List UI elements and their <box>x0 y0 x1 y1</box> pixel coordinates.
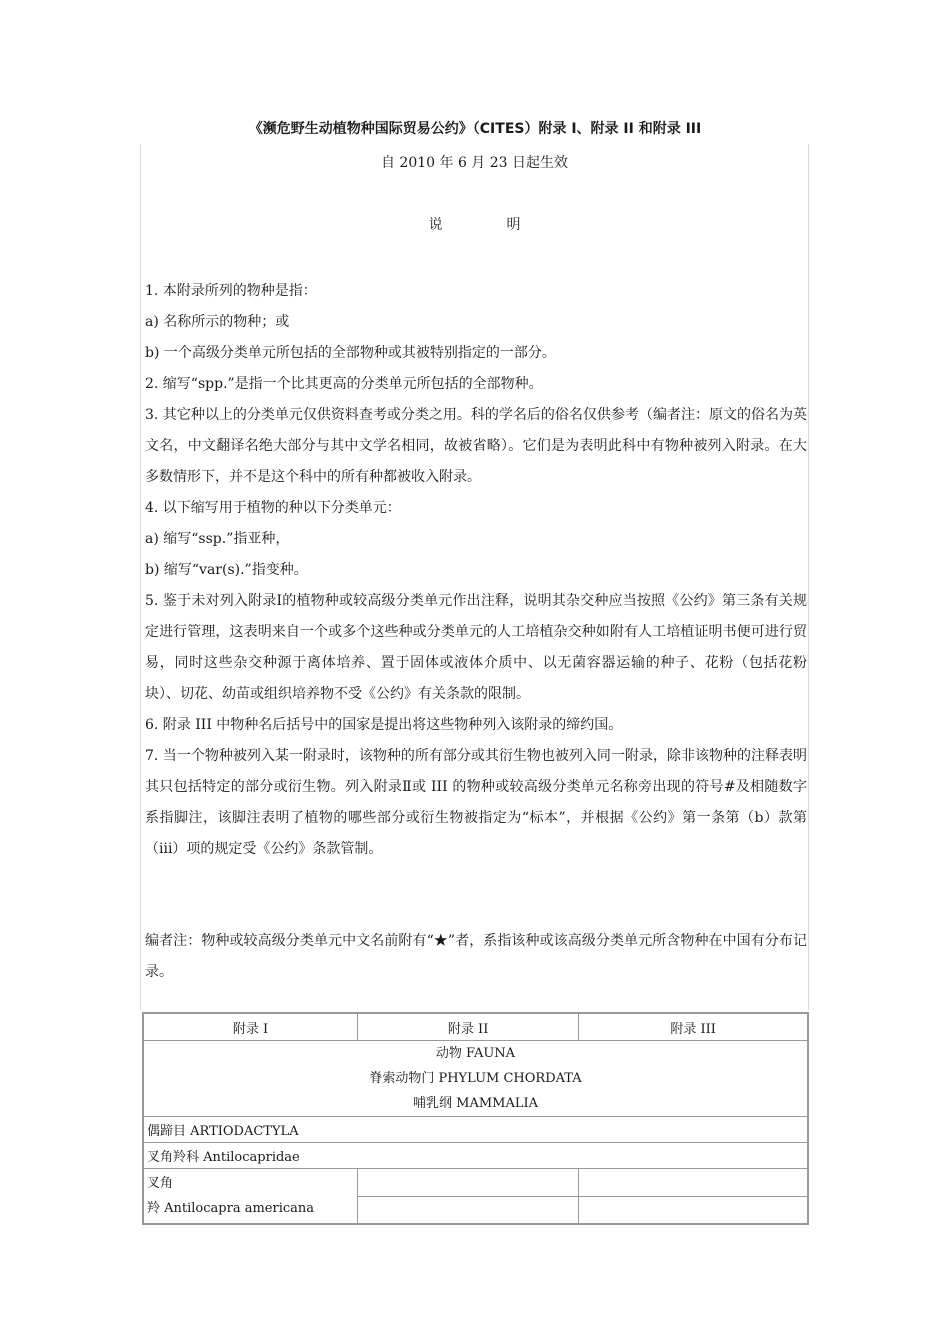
blank-subcell <box>358 1197 578 1219</box>
phylum-label: 脊索动物门 PHYLUM CHORDATA <box>369 1071 582 1086</box>
species-cell-appendix-3 <box>579 1169 808 1225</box>
section-heading <box>140 214 809 234</box>
note-item: 4. 以下缩写用于植物的种以下分类单元： <box>145 500 401 516</box>
note-item: b) 一个高级分类单元所包括的全部物种或其被特别指定的一部分。 <box>145 345 556 361</box>
species-name-line: 羚 Antilocapra americana <box>147 1201 315 1216</box>
order-cell: 偶蹄目 ARTIODACTYLA <box>143 1117 808 1143</box>
fauna-heading-cell <box>143 1041 808 1117</box>
table-row <box>143 1117 808 1143</box>
note-item: 2. 缩写“spp.”是指一个比其更高的分类单元所包括的全部物种。 <box>145 376 543 392</box>
note-item: 6. 附录 III 中物种名后括号中的国家是提出将这些物种列入该附录的缔约国。 <box>145 717 623 733</box>
note-item: 5. 鉴于未对列入附录Ⅰ的植物种或较高级分类单元作出注释，说明其杂交种应当按照《公约》第三条有关规定进行管理，这表明来自一个或多个这些种或分类单元的人工培植杂交种如附有人工培植证明书便可进行贸易，同时这些杂交种源于离体培养、置于固体或液体介质中、以无菌容器运输的种子、花粉（包括花粉块）、切花、幼苗或组织培养物不受《公约》有关条款的限制。 <box>145 593 807 702</box>
blank-subcell <box>579 1197 807 1219</box>
family-cell: 叉角羚科 Antilocapridae <box>143 1143 808 1169</box>
header-appendix-3: 附录 III <box>579 1013 808 1041</box>
species-cell-appendix-1 <box>143 1169 358 1225</box>
header-appendix-1: 附录 I <box>143 1013 358 1041</box>
table-header-row <box>143 1013 808 1041</box>
table-row <box>143 1143 808 1169</box>
table-row <box>143 1041 808 1117</box>
section-heading-char-2: 明 <box>506 217 521 233</box>
blank-subcell <box>579 1174 807 1197</box>
appendix-table <box>142 1012 809 1225</box>
document-title: 《濒危野生动植物种国际贸易公约》（CITES）附录 I、附录 II 和附录 III <box>248 121 702 137</box>
species-cell-appendix-2 <box>358 1169 579 1225</box>
explanatory-notes <box>145 276 807 865</box>
note-item: 3. 其它种以上的分类单元仅供资料查考或分类之用。科的学名后的俗名仅供参考（编者注：原文的俗名为英文名，中文翻译名绝大部分与其中文学名相同，故被省略）。它们是为表明此科中有物种被列入附录。在大多数情形下，并不是这个科中的所有种都被收入附录。 <box>145 407 807 485</box>
species-name-line: 叉角 <box>147 1176 174 1191</box>
note-item: 1. 本附录所列的物种是指： <box>145 283 317 299</box>
class-label: 哺乳纲 MAMMALIA <box>413 1096 538 1111</box>
effective-date: 自 2010 年 6 月 23 日起生效 <box>380 155 569 171</box>
table-row <box>143 1169 808 1225</box>
section-heading-char-1: 说 <box>428 217 443 233</box>
blank-subcell <box>358 1174 578 1197</box>
note-item: a) 缩写“ssp.”指亚种， <box>145 531 290 547</box>
kingdom-label: 动物 FAUNA <box>435 1046 516 1061</box>
note-item: b) 缩写“var(s).”指变种。 <box>145 562 308 578</box>
note-item: 7. 当一个物种被列入某一附录时，该物种的所有部分或其衍生物也被列入同一附录，除非该物种的注释表明其只包括特定的部分或衍生物。列入附录Ⅱ或 III 的物种或较高级分类单元名称旁出现的符号#及相随数字系指脚注，该脚注表明了植物的哪些部分或衍生物被指定为“标本”，并根据《公约》第一条第（b）款第（iii）项的规定受《公约》条款管制。 <box>145 748 807 857</box>
note-item: a) 名称所示的物种；或 <box>145 314 290 330</box>
header-appendix-2: 附录 II <box>358 1013 579 1041</box>
editor-note: 编者注：物种或较高级分类单元中文名前附有“★”者，系指该种或该高级分类单元所含物种在中国有分布记录。 <box>145 933 807 980</box>
